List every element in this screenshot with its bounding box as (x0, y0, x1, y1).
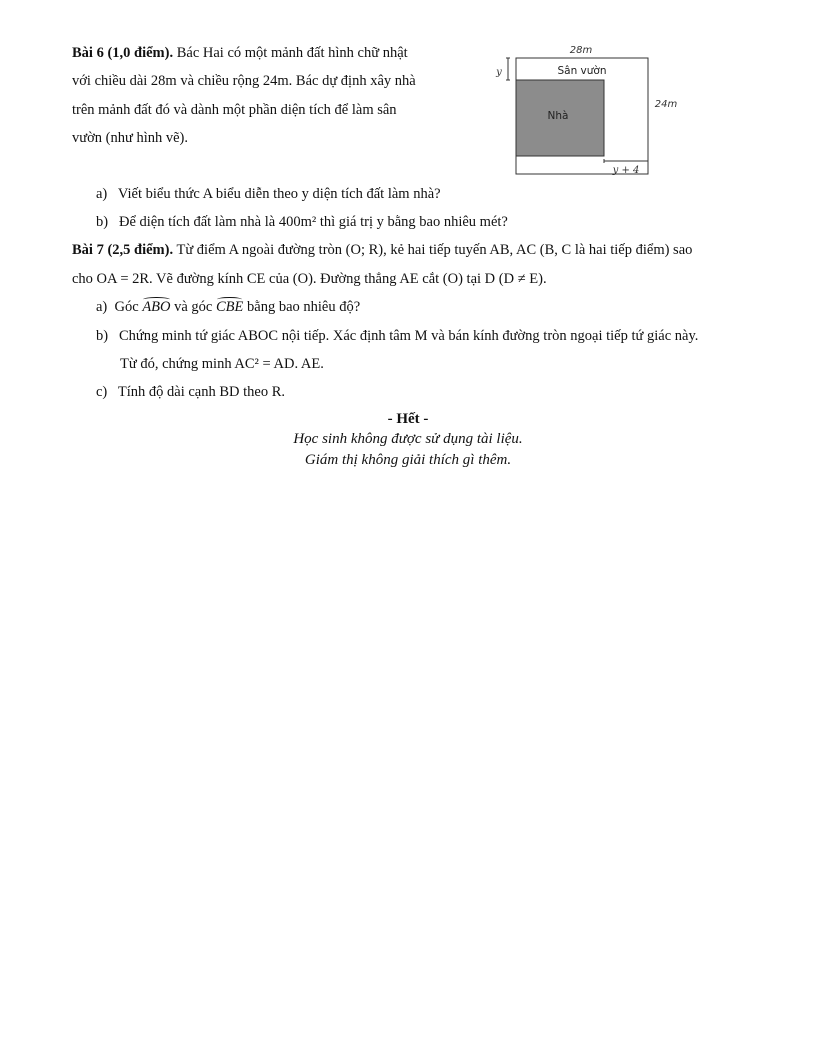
figure-left-label: y (496, 67, 502, 78)
question-label: b) (96, 214, 109, 230)
house-label: Nhà (547, 110, 569, 122)
bai7-heading: Bài 7 (2,5 điểm). (72, 242, 174, 258)
end-marker: - Hết - (387, 411, 429, 427)
bai6-intro-3: trên mảnh đất đó và dành một phần diện tích để làm sân (72, 102, 397, 118)
bai7-question-b-cont: Từ đó, chứng minh AC² = AD. AE. (120, 356, 324, 372)
question-text: Để diện tích đất làm nhà là 400m² thì giá trị y bằng bao nhiêu mét? (118, 214, 508, 230)
figure-bottom-label: y + 4 (612, 165, 640, 176)
bai6-heading: Bài 6 (1,0 điểm). (72, 45, 174, 61)
angle-abo: ABO (142, 299, 171, 315)
question-label: b) (96, 328, 109, 344)
bai6-question-a (96, 185, 441, 203)
bai6-intro-1: Bác Hai có một mảnh đất hình chữ nhật (176, 45, 408, 61)
bai7-line-1 (72, 241, 692, 259)
figure-right-label: 24m (654, 99, 678, 110)
question-label: a) (96, 299, 108, 315)
bai7-question-c (96, 383, 285, 401)
bai6-question-b (96, 213, 508, 231)
bai7-question-a (96, 298, 360, 316)
bai6-intro-2: với chiều dài 28m và chiều rộng 24m. Bác dự định xây nhà (72, 73, 416, 89)
bai7-intro-1: Từ điểm A ngoài đường tròn (O; R), kẻ hai tiếp tuyến AB, AC (B, C là hai tiếp điểm) sao (176, 242, 693, 258)
question-text-part: và góc (170, 299, 216, 315)
bai6-intro-4: vườn (như hình vẽ). (72, 130, 189, 146)
bai7-question-b (96, 327, 698, 345)
question-text: Viết biểu thức A biểu diễn theo y diện tích đất làm nhà? (117, 186, 441, 202)
question-text-part: Góc (114, 299, 143, 315)
question-label: c) (96, 384, 108, 400)
garden-label: Sân vườn (557, 65, 607, 77)
question-text: Chứng minh tứ giác ABOC nội tiếp. Xác định tâm M và bán kính đường tròn ngoại tiếp tứ giác này. (118, 328, 699, 344)
question-text: Tính độ dài cạnh BD theo R. (117, 384, 286, 400)
footer-note-2: Giám thị không giải thích gì thêm. (304, 452, 512, 468)
figure-top-label: 28m (569, 45, 593, 56)
land-figure (494, 40, 694, 180)
question-label: a) (96, 186, 108, 202)
bai6-line-1 (72, 44, 408, 62)
bai7-intro-2: cho OA = 2R. Vẽ đường kính CE của (O). Đường thẳng AE cắt (O) tại D (D ≠ E). (72, 271, 547, 287)
footer-note-1: Học sinh không được sử dụng tài liệu. (293, 431, 523, 447)
question-text-part: bằng bao nhiêu độ? (243, 299, 361, 315)
angle-cbe: CBE (216, 299, 244, 315)
